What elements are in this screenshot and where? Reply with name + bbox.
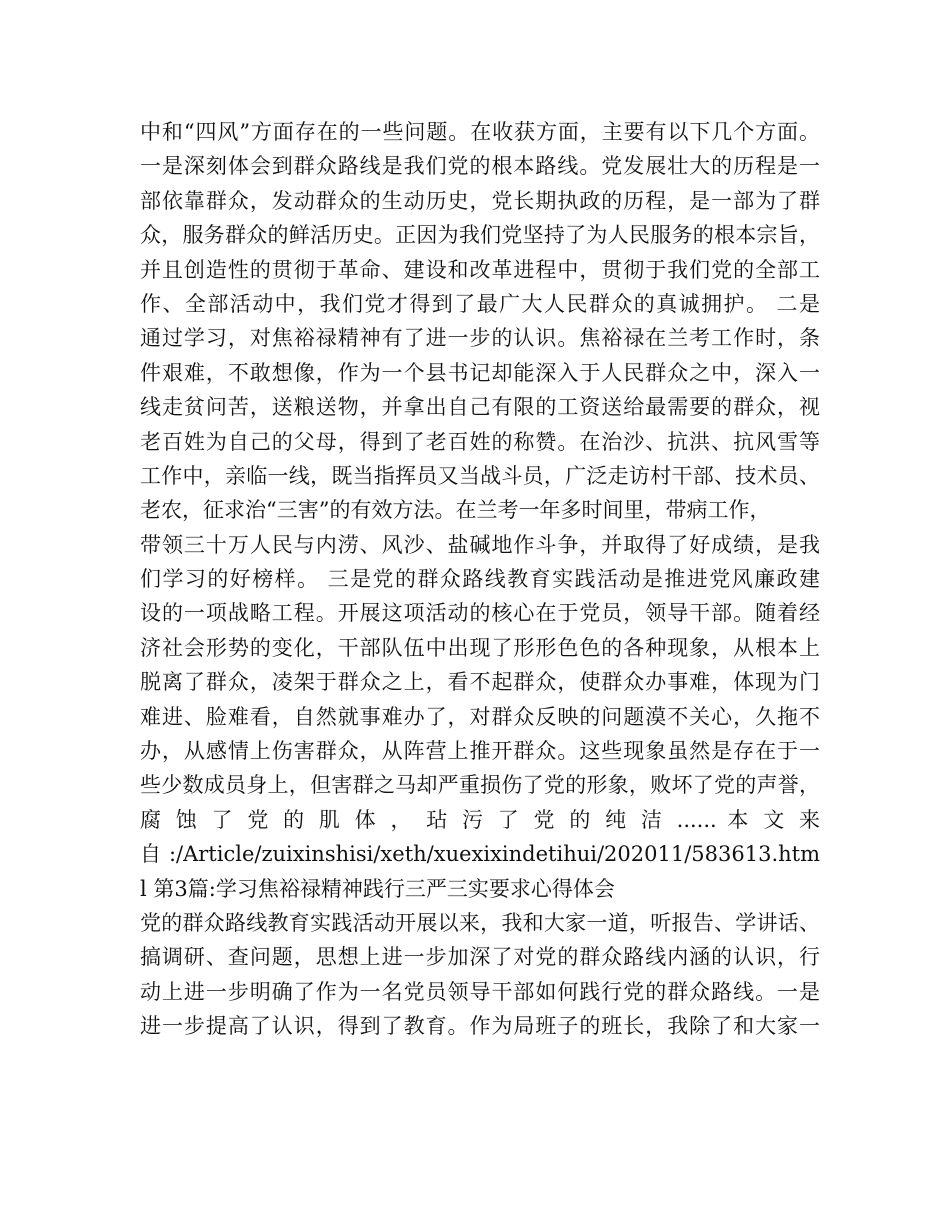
text-line: 搞调研、查问题，思想上进一步加深了对党的群众路线内涵的认识，行 xyxy=(140,945,820,970)
text-line: 党的群众路线教育实践活动开展以来，我和大家一道，听报告、学讲话、 xyxy=(140,910,820,935)
text-line: 作、全部活动中，我们党才得到了最广大人民群众的真诚拥护。 二是 xyxy=(140,291,820,316)
text-line: 设的一项战略工程。开展这项活动的核心在于党员，领导干部。随着经 xyxy=(140,601,820,626)
section-heading: l 第3篇:学习焦裕禄精神践行三严三实要求心得体会 xyxy=(140,876,615,901)
text-line: 众，服务群众的鲜活历史。正因为我们党坚持了为人民服务的根本宗旨， xyxy=(140,223,820,248)
text-line: 工作中，亲临一线，既当指挥员又当战斗员，广泛走访村干部、技术员、 xyxy=(140,463,820,488)
text-line: 线走贫问苦，送粮送物，并拿出自己有限的工资送给最需要的群众，视 xyxy=(140,395,820,420)
text-line: 们学习的好榜样。 三是党的群众路线教育实践活动是推进党风廉政建 xyxy=(140,567,820,592)
text-line: 带领三十万人民与内涝、风沙、盐碱地作斗争，并取得了好成绩，是我 xyxy=(140,532,820,557)
text-line: 腐 蚀 了 党 的 肌 体 ， 玷 污 了 党 的 纯 洁 ...... 本 文 来 xyxy=(140,807,820,832)
text-line: 一是深刻体会到群众路线是我们党的根本路线。党发展壮大的历程是一 xyxy=(140,154,820,179)
text-line: 办，从感情上伤害群众，从阵营上推开群众。这些现象虽然是存在于一 xyxy=(140,739,820,764)
body-text xyxy=(140,115,820,1044)
text-line: 老百姓为自己的父母，得到了老百姓的称赞。在治沙、抗洪、抗风雪等 xyxy=(140,429,820,454)
text-line: 并且创造性的贯彻于革命、建设和改革进程中，贯彻于我们党的全部工 xyxy=(140,257,820,282)
article-source-link: 自:/Article/zuixinshisi/xeth/xuexixindetihui/202011/583613.htm xyxy=(140,842,820,867)
text-line: 中和“四风”方面存在的一些问题。在收获方面，主要有以下几个方面。 xyxy=(140,120,820,144)
text-line: 动上进一步明确了作为一名党员领导干部如何践行党的群众路线。一是 xyxy=(140,979,820,1004)
text-line: 济社会形势的变化，干部队伍中出现了形形色色的各种现象，从根本上 xyxy=(140,635,820,660)
text-line: 难进、脸难看，自然就事难办了，对群众反映的问题漠不关心，久拖不 xyxy=(140,704,820,729)
text-line: 些少数成员身上，但害群之马却严重损伤了党的形象，败坏了党的声誉， xyxy=(140,773,820,798)
text-line: 通过学习，对焦裕禄精神有了进一步的认识。焦裕禄在兰考工作时，条 xyxy=(140,326,820,351)
text-line: 脱离了群众，凌架于群众之上，看不起群众，使群众办事难，体现为门 xyxy=(140,670,820,695)
text-line: 部依靠群众，发动群众的生动历史，党长期执政的历程，是一部为了群 xyxy=(140,188,820,213)
text-line: 进一步提高了认识，得到了教育。作为局班子的班长，我除了和大家一 xyxy=(140,1014,820,1039)
text-line: 老农，征求治“三害”的有效方法。在兰考一年多时间里，带病工作， xyxy=(140,498,771,523)
text-line: 件艰难，不敢想像，作为一个县书记却能深入于人民群众之中，深入一 xyxy=(140,360,820,385)
